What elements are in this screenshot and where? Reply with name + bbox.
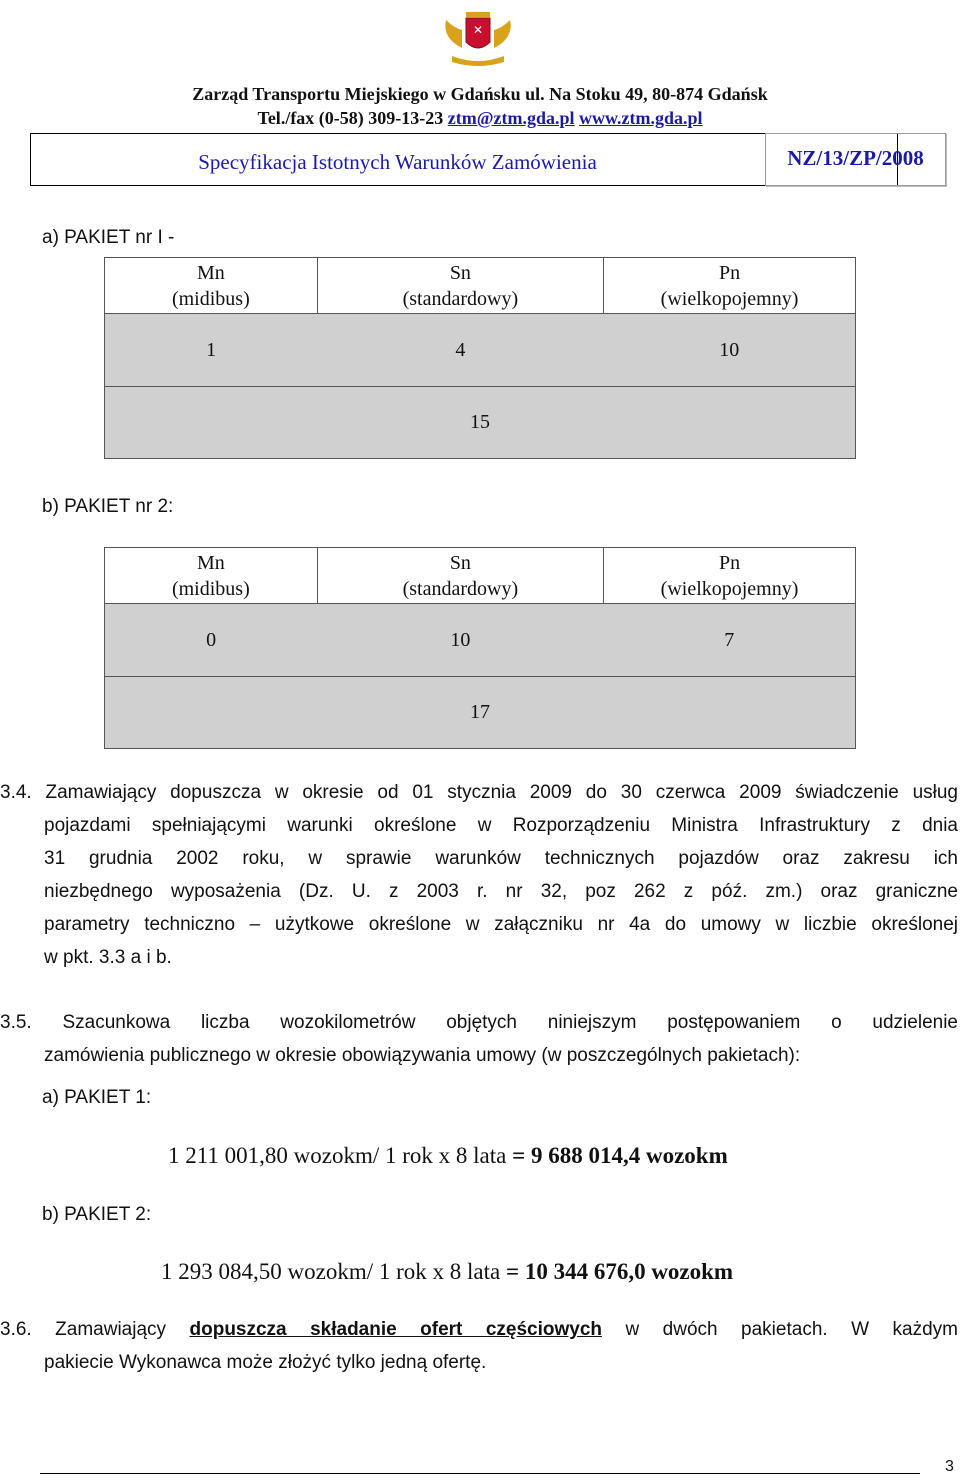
pakiet2-val-pn: 7 — [604, 604, 856, 677]
s35-pakiet2-label: b) PAKIET 2: — [42, 1204, 152, 1225]
s35-line: 3.5. Szacunkowa liczba wozokilometrów objętych niniejszym postępowaniem o udzielenie — [0, 1012, 958, 1033]
pakiet1-val-pn: 10 — [604, 314, 856, 387]
header-contact — [0, 108, 960, 129]
header-email-link[interactable]: ztm@ztm.gda.pl — [447, 108, 575, 128]
pakiet1-val-sn: 4 — [317, 314, 603, 387]
section-3-4 — [0, 776, 958, 974]
pakiet2-val-sn: 10 — [317, 604, 603, 677]
s34-line: pojazdami spełniającymi warunki określone w Rozporządzeniu Ministra Infrastruktury z dnia — [44, 815, 958, 836]
pakiet2-col-sn: Sn (standardowy) — [317, 548, 603, 604]
pakiet2-total: 17 — [105, 677, 856, 749]
page-number: 3 — [945, 1458, 954, 1475]
pakiet2-val-mn: 0 — [105, 604, 318, 677]
header-www-link[interactable]: www.ztm.gda.pl — [579, 108, 703, 128]
header-phone: Tel./fax (0-58) 309-13-23 — [257, 108, 444, 128]
pakiet1-table — [104, 257, 856, 459]
s35-pakiet2-calc: 1 293 084,50 wozokm/ 1 rok x 8 lata = 10 344 676,0 wozokm — [161, 1259, 734, 1284]
s35-line: zamówienia publicznego w okresie obowiązywania umowy (w poszczególnych pakietach): — [44, 1045, 801, 1066]
pakiet2-col-mn: Mn (midibus) — [105, 548, 318, 604]
s36-line: pakiecie Wykonawca może złożyć tylko jedną ofertę. — [44, 1352, 487, 1373]
s36-line: 3.6. Zamawiający dopuszcza składanie ofert częściowych w dwóch pakietach. W każdym — [0, 1319, 958, 1340]
pakiet1-total: 15 — [105, 387, 856, 459]
spec-title: Specyfikacja Istotnych Warunków Zamówienia — [198, 150, 597, 174]
spec-code: NZ/13/ZP/2008 — [787, 146, 924, 170]
s35-pakiet1-label: a) PAKIET 1: — [42, 1087, 152, 1108]
footer-rule — [40, 1473, 920, 1474]
s36-emphasis: dopuszcza składanie ofert częściowych — [189, 1319, 603, 1340]
city-crest-logo — [432, 8, 524, 70]
section-3-6 — [0, 1313, 958, 1379]
pakiet2-title: b) PAKIET nr 2: — [42, 496, 174, 517]
s34-line: 3.4. Zamawiający dopuszcza w okresie od 01 stycznia 2009 do 30 czerwca 2009 świadczenie usług — [0, 782, 958, 803]
s35-pakiet1-calc: 1 211 001,80 wozokm/ 1 rok x 8 lata = 9 688 014,4 wozokm — [168, 1143, 728, 1168]
header-address: Zarząd Transportu Miejskiego w Gdańsku ul. Na Stoku 49, 80-874 Gdańsk — [192, 84, 768, 104]
s34-line: parametry techniczno – użytkowe określone w załączniku nr 4a do umowy w liczbie określonej — [44, 914, 958, 935]
s34-line: niezbędnego wyposażenia (Dz. U. z 2003 r. nr 32, poz 262 z póź. zm.) oraz graniczne — [44, 881, 958, 902]
s34-line: w pkt. 3.3 a i b. — [44, 947, 172, 968]
s34-line: 31 grudnia 2002 roku, w sprawie warunków technicznych pojazdów oraz zakresu ich — [44, 848, 958, 869]
pakiet1-col-pn: Pn (wielkopojemny) — [604, 258, 856, 314]
pakiet2-col-pn: Pn (wielkopojemny) — [604, 548, 856, 604]
pakiet2-table — [104, 547, 856, 749]
pakiet1-title: a) PAKIET nr I - — [42, 227, 175, 248]
pakiet1-col-sn: Sn (standardowy) — [317, 258, 603, 314]
pakiet1-col-mn: Mn (midibus) — [105, 258, 318, 314]
section-3-5 — [0, 1006, 958, 1072]
svg-text:✕: ✕ — [472, 23, 484, 37]
pakiet1-val-mn: 1 — [105, 314, 318, 387]
